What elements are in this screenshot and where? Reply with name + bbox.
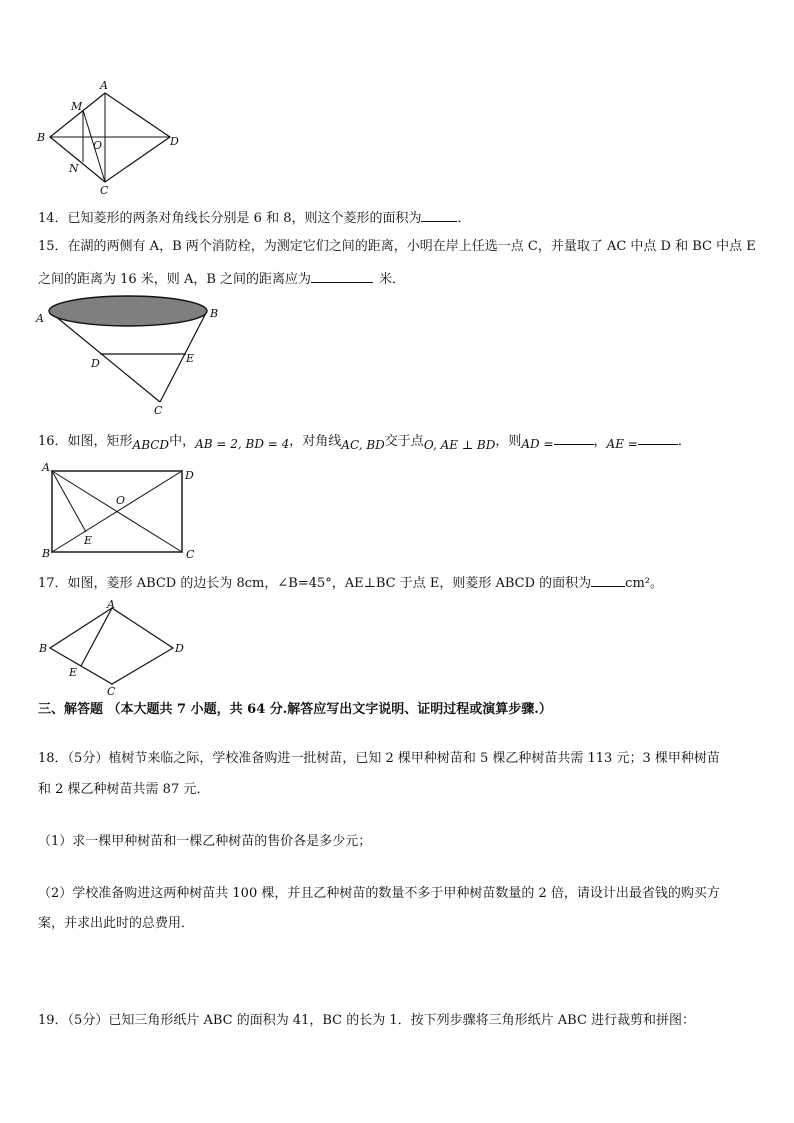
q16-p3: 交于点 [384,434,424,449]
label-O: O [116,494,126,507]
label-C: C [154,404,163,417]
label-A: A [42,461,50,474]
q16-p4: ，则 [495,434,522,449]
q15-lake-figure [30,292,230,418]
q14-end: ． [457,211,471,226]
label-C: C [100,184,109,196]
label-D: D [91,357,100,370]
label-B: B [37,131,46,144]
label-N: N [69,162,79,175]
label-B: B [210,307,219,320]
q15-text: 之间的距离为 16 米，则 A，B 之间的距离应为 [38,272,312,287]
q16-ae: AE = [606,437,638,451]
label-E: E [186,352,195,365]
q15-unit: 米． [379,272,406,287]
q14-answer-blank [421,207,457,222]
q16-ae-blank [638,430,678,445]
q16-sep: ， [593,434,607,449]
question-15-line2 [38,268,405,289]
label-M: M [71,100,83,113]
q16-end: ． [677,434,691,449]
label-C: C [107,685,116,696]
q16-p2: ，对角线 [289,434,342,449]
q16-mid: 中， [169,434,196,449]
question-19: 19．（5分）已知三角形纸片 ABC 的面积为 41，BC 的长为 1．按下列步骤将三角形纸片 ABC 进行裁剪和拼图： [38,1013,696,1028]
question-15-line1: 15．在湖的两侧有 A，B 两个消防栓，为测定它们之间的距离，小明在岸上任选一点 C，并量取了 AC 中点 D 和 BC 中点 E [38,239,756,254]
q17-answer-blank [591,572,625,587]
q16-cond: O, AE ⊥ BD [423,438,496,452]
q16-ad-blank [554,430,594,445]
question-14 [38,207,471,228]
question-17 [38,572,663,593]
label-E: E [69,666,78,679]
q17-unit: cm²。 [625,576,663,591]
label-D: D [175,642,184,655]
label-B: B [42,547,51,560]
q15-answer-blank [311,268,373,283]
question-16 [38,430,691,451]
label-A: A [36,312,44,325]
q16-diag: AC, BD [341,438,385,452]
label-E: E [84,534,93,547]
label-D: D [185,469,194,482]
q16-given: AB = 2, BD = 4 [195,437,290,451]
q17-rhombus-figure [30,596,200,696]
question-18-line1: 18．（5分）植树节来临之际，学校准备购进一批树苗，已知 2 棵甲种树苗和 5 棵乙种树苗共需 113 元；3 棵甲种树苗 [38,751,720,766]
label-C: C [186,548,195,561]
label-B: B [39,642,48,655]
label-O: O [93,139,103,152]
label-A: A [107,598,115,611]
q14-text: 14．已知菱形的两条对角线长分别是 6 和 8，则这个菱形的面积为 [38,211,422,226]
question-18-line2: 和 2 棵乙种树苗共需 87 元． [38,782,210,797]
section-heading-3: 三、解答题 （本大题共 7 小题，共 64 分.解答应写出文字说明、证明过程或演算步骤.） [38,702,552,717]
q16-rect: ABCD [132,438,170,452]
question-18-part2-line2: 案，并求出此时的总费用． [38,916,195,931]
q13-rhombus-figure [30,78,190,196]
question-18-part1: （1）求一棵甲种树苗和一棵乙种树苗的售价各是多少元； [38,834,372,849]
q16-rectangle-figure [30,460,210,562]
q17-text: 17．如图，菱形 ABCD 的边长为 8cm，∠B=45°，AE⊥BC 于点 E，则菱形 ABCD 的面积为 [38,576,592,591]
question-18-part2-line1: （2）学校准备购进这两种树苗共 100 棵，并且乙种树苗的数量不多于甲种树苗数量的 2 倍，请设计出最省钱的购买方 [38,886,720,901]
label-A: A [100,79,108,92]
q16-prefix: 16．如图，矩形 [38,434,133,449]
label-D: D [170,135,179,148]
q16-ad: AD = [521,437,554,451]
